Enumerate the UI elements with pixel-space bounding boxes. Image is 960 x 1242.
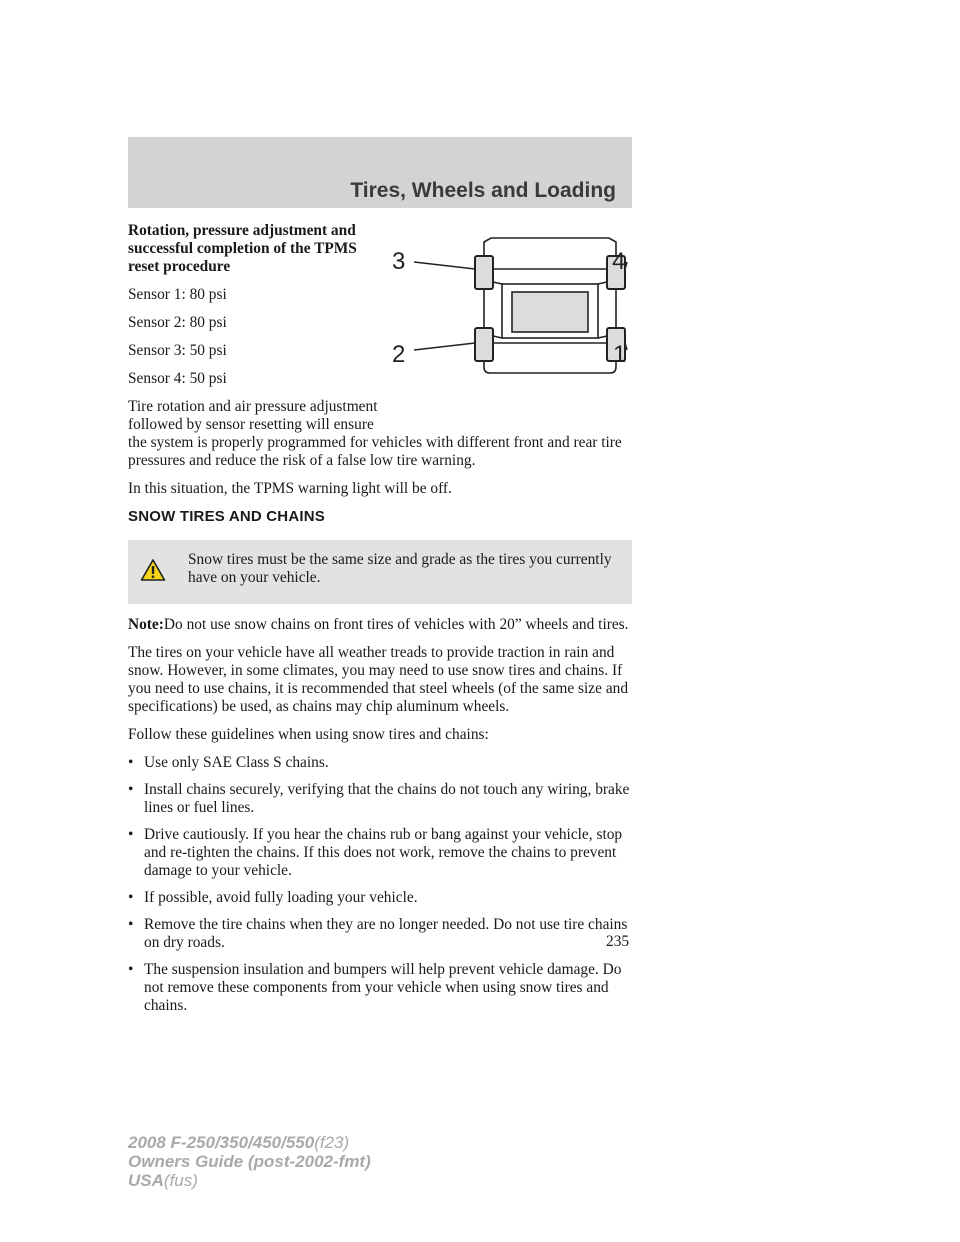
sensor-label-4: 4	[612, 248, 626, 275]
list-item: • If possible, avoid fully loading your vehicle.	[128, 889, 418, 906]
list-item: • Drive cautiously. If you hear the chains rub or bang against your vehicle, stop and re-tighten the chains. If this does not work, remove the chains to prevent damage to your vehicle.	[128, 826, 623, 879]
warning-triangle-icon	[140, 558, 166, 582]
cabin-inner	[512, 292, 588, 332]
sensor-value: Sensor 1: 80 psi	[128, 286, 227, 303]
warning-box	[128, 540, 632, 604]
page-content	[128, 222, 632, 1024]
bullet-glyph: •	[128, 781, 134, 798]
sensor-value: Sensor 4: 50 psi	[128, 370, 227, 387]
list-item: • Install chains securely, verifying that the chains do not touch any wiring, brake lines or fuel lines.	[128, 781, 630, 816]
intro-section	[128, 222, 632, 498]
page-title: Tires, Wheels and Loading	[350, 179, 616, 202]
note-label: Note:	[128, 616, 164, 633]
tire-sensor-diagram	[390, 222, 632, 382]
bullet-glyph: •	[128, 826, 134, 843]
list-item: • Use only SAE Class S chains.	[128, 754, 329, 771]
snow-paragraph: The tires on your vehicle have all weather treads to provide traction in rain and snow. However, in some climates, you may need to use snow tires and chains. If you need to use chains, it is recommended that steel wheels (of the same size and specifications) be used, as chains may chip aluminum wheels.	[128, 644, 629, 715]
sensor3-leader	[414, 262, 475, 269]
footer-code: (f23)	[314, 1133, 350, 1152]
intro-paragraph: Tire rotation and air pressure adjustment followed by sensor resetting will ensure the system is properly programmed for vehicles with different front and rear tire pressures and reduce the risk of a false low tire warning.	[128, 398, 622, 469]
note	[128, 616, 632, 634]
tire-2	[475, 328, 493, 361]
list-item: • Remove the tire chains when they are no longer needed. Do not use tire chains on dry roads.	[128, 916, 628, 951]
bullet-glyph: •	[128, 961, 134, 978]
bullet-glyph: •	[128, 916, 134, 933]
sensor-label-1: 1	[613, 341, 627, 368]
section-heading: SNOW TIRES AND CHAINS	[128, 508, 325, 525]
note-text: Do not use snow chains on front tires of vehicles with 20” wheels and tires.	[163, 616, 629, 633]
header-band	[128, 137, 632, 208]
sensor-value: Sensor 3: 50 psi	[128, 342, 227, 359]
tire-3	[475, 256, 493, 289]
bullet-glyph: •	[128, 754, 134, 771]
document-footer	[128, 1133, 371, 1190]
footer-market-code: (fus)	[163, 1171, 198, 1190]
intro-result: In this situation, the TPMS warning light will be off.	[128, 480, 452, 497]
footer-market: USA	[128, 1171, 164, 1190]
bullet-glyph: •	[128, 889, 134, 906]
list-item: • The suspension insulation and bumpers will help prevent vehicle damage. Do not remove these components from your vehicle when using snow tires and chains.	[128, 961, 622, 1014]
sensor-label-3: 3	[392, 248, 406, 275]
page-number: 235	[606, 933, 630, 950]
guidelines-intro: Follow these guidelines when using snow tires and chains:	[128, 726, 489, 743]
footer-guide: Owners Guide (post-2002-fmt)	[128, 1152, 371, 1171]
footer-model: 2008 F-250/350/450/550	[128, 1133, 315, 1152]
sensor-label-2: 2	[392, 341, 406, 368]
sensor2-leader	[414, 343, 475, 350]
guidelines-list	[128, 754, 632, 1015]
warning-text: Snow tires must be the same size and grade as the tires you currently have on your vehicle.	[188, 551, 612, 586]
sensor-value: Sensor 2: 80 psi	[128, 314, 227, 331]
intro-heading: Rotation, pressure adjustment and successful completion of the TPMS reset procedure	[128, 222, 357, 275]
